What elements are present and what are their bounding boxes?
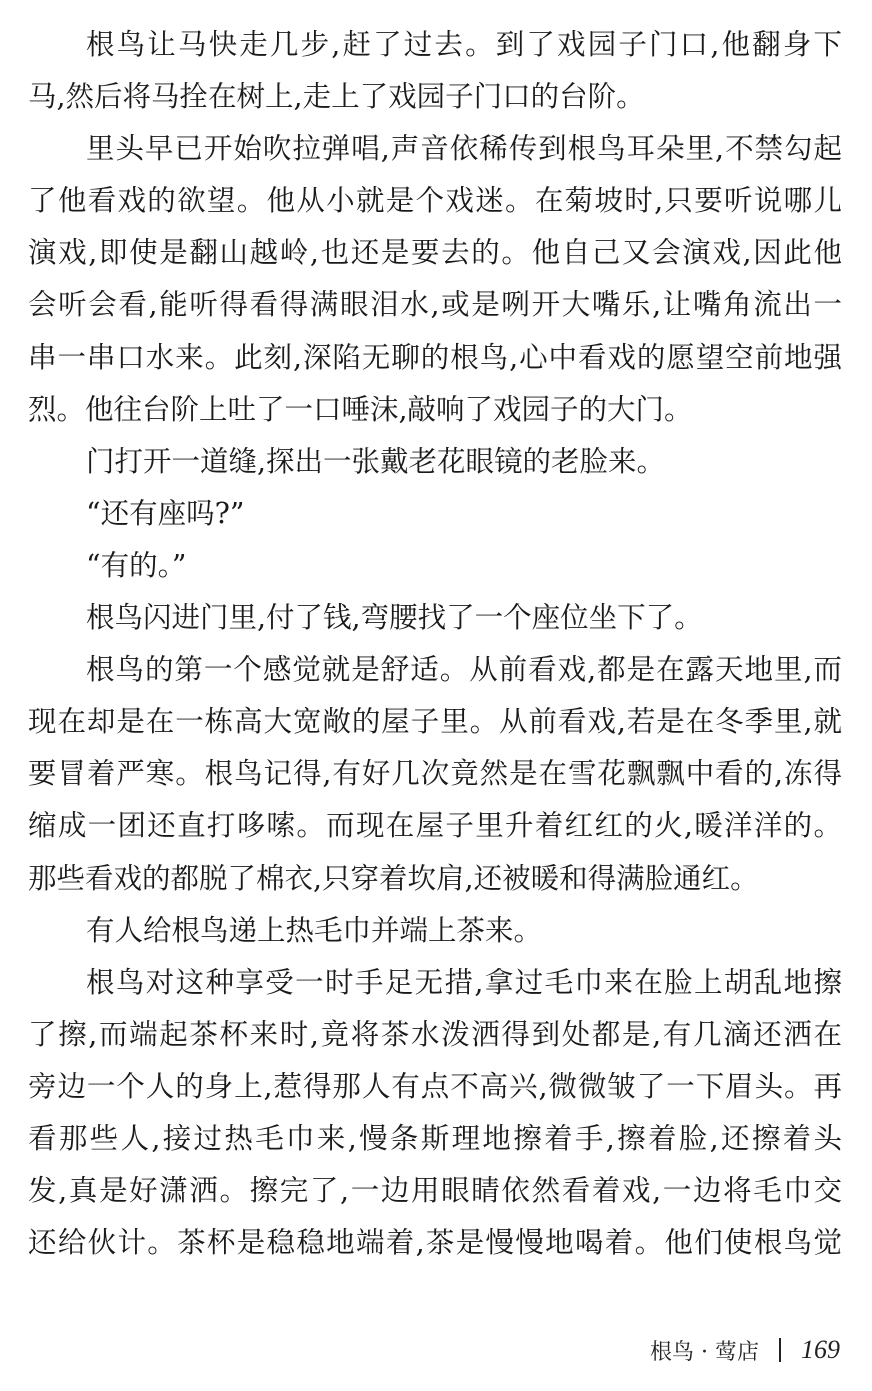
text-line: 根鸟闪进门里,付了钱,弯腰找了一个座位坐下了。: [86, 601, 703, 635]
running-title: 根鸟 · 莺店: [650, 1339, 759, 1365]
paragraph: [28, 957, 842, 1270]
paragraph: [28, 905, 842, 957]
paragraph: [28, 488, 842, 540]
paragraph: [28, 123, 842, 436]
text-line: 缩成一团还直打哆嗦。而现在屋子里升着红红的火,暖洋洋的。: [28, 809, 842, 843]
text-line: 烈。他往台阶上吐了一口唾沫,敲响了戏园子的大门。: [28, 392, 693, 426]
text-line: 还给伙计。茶杯是稳稳地端着,茶是慢慢地喝着。他们使根鸟觉: [28, 1226, 842, 1260]
text-line: 根鸟让马快走几步,赶了过去。到了戏园子门口,他翻身下: [86, 28, 842, 61]
text-line: 那些看戏的都脱了棉衣,只穿着坎肩,还被暖和得满脸通红。: [28, 861, 759, 895]
text-line: 现在却是在一栋高大宽敞的屋子里。从前看戏,若是在冬季里,就: [28, 705, 842, 739]
text-line: 马,然后将马拴在树上,走上了戏园子门口的台阶。: [28, 80, 645, 114]
text-line: 根鸟对这种享受一时手足无措,拿过毛巾来在脸上胡乱地擦: [86, 965, 842, 999]
text-line: 了擦,而端起茶杯来时,竟将茶水泼洒得到处都是,有几滴还洒在: [28, 1017, 842, 1051]
text-line: 看那些人,接过热毛巾来,慢条斯理地擦着手,擦着脸,还擦着头: [28, 1121, 842, 1155]
page-number: 169: [801, 1335, 840, 1364]
text-line: 有人给根鸟递上热毛巾并端上茶来。: [86, 913, 543, 947]
text-line: 根鸟的第一个感觉就是舒适。从前看戏,都是在露天地里,而: [86, 653, 842, 687]
paragraph: [28, 644, 842, 904]
page-footer: [650, 1330, 840, 1370]
text-line: 演戏,即使是翻山越岭,也还是要去的。他自己又会演戏,因此他: [28, 236, 842, 270]
text-line: 发,真是好潇洒。擦完了,一边用眼睛依然看着戏,一边将毛巾交: [28, 1174, 842, 1208]
paragraph: [28, 19, 842, 123]
text-line: 了他看戏的欲望。他从小就是个戏迷。在菊坡时,只要听说哪儿: [28, 184, 842, 218]
footer-divider: [779, 1338, 781, 1362]
text-line: “有的。”: [86, 548, 187, 582]
paragraph: [28, 436, 842, 488]
text-line: 里头早已开始吹拉弹唱,声音依稀传到根鸟耳朵里,不禁勾起: [86, 132, 842, 166]
text-line: 要冒着严寒。根鸟记得,有好几次竟然是在雪花飘飘中看的,冻得: [28, 757, 842, 791]
paragraph: [28, 540, 842, 592]
body-text: [28, 19, 842, 1269]
text-line: 会听会看,能听得看得满眼泪水,或是咧开大嘴乐,让嘴角流出一: [28, 288, 842, 322]
text-line: 旁边一个人的身上,惹得那人有点不高兴,微微皱了一下眉头。再: [28, 1069, 842, 1103]
text-line: 门打开一道缝,探出一张戴老花眼镜的老脸来。: [86, 444, 666, 478]
text-line: “还有座吗?”: [86, 496, 245, 530]
text-line: 串一串口水来。此刻,深陷无聊的根鸟,心中看戏的愿望空前地强: [28, 340, 842, 374]
paragraph: [28, 592, 842, 644]
